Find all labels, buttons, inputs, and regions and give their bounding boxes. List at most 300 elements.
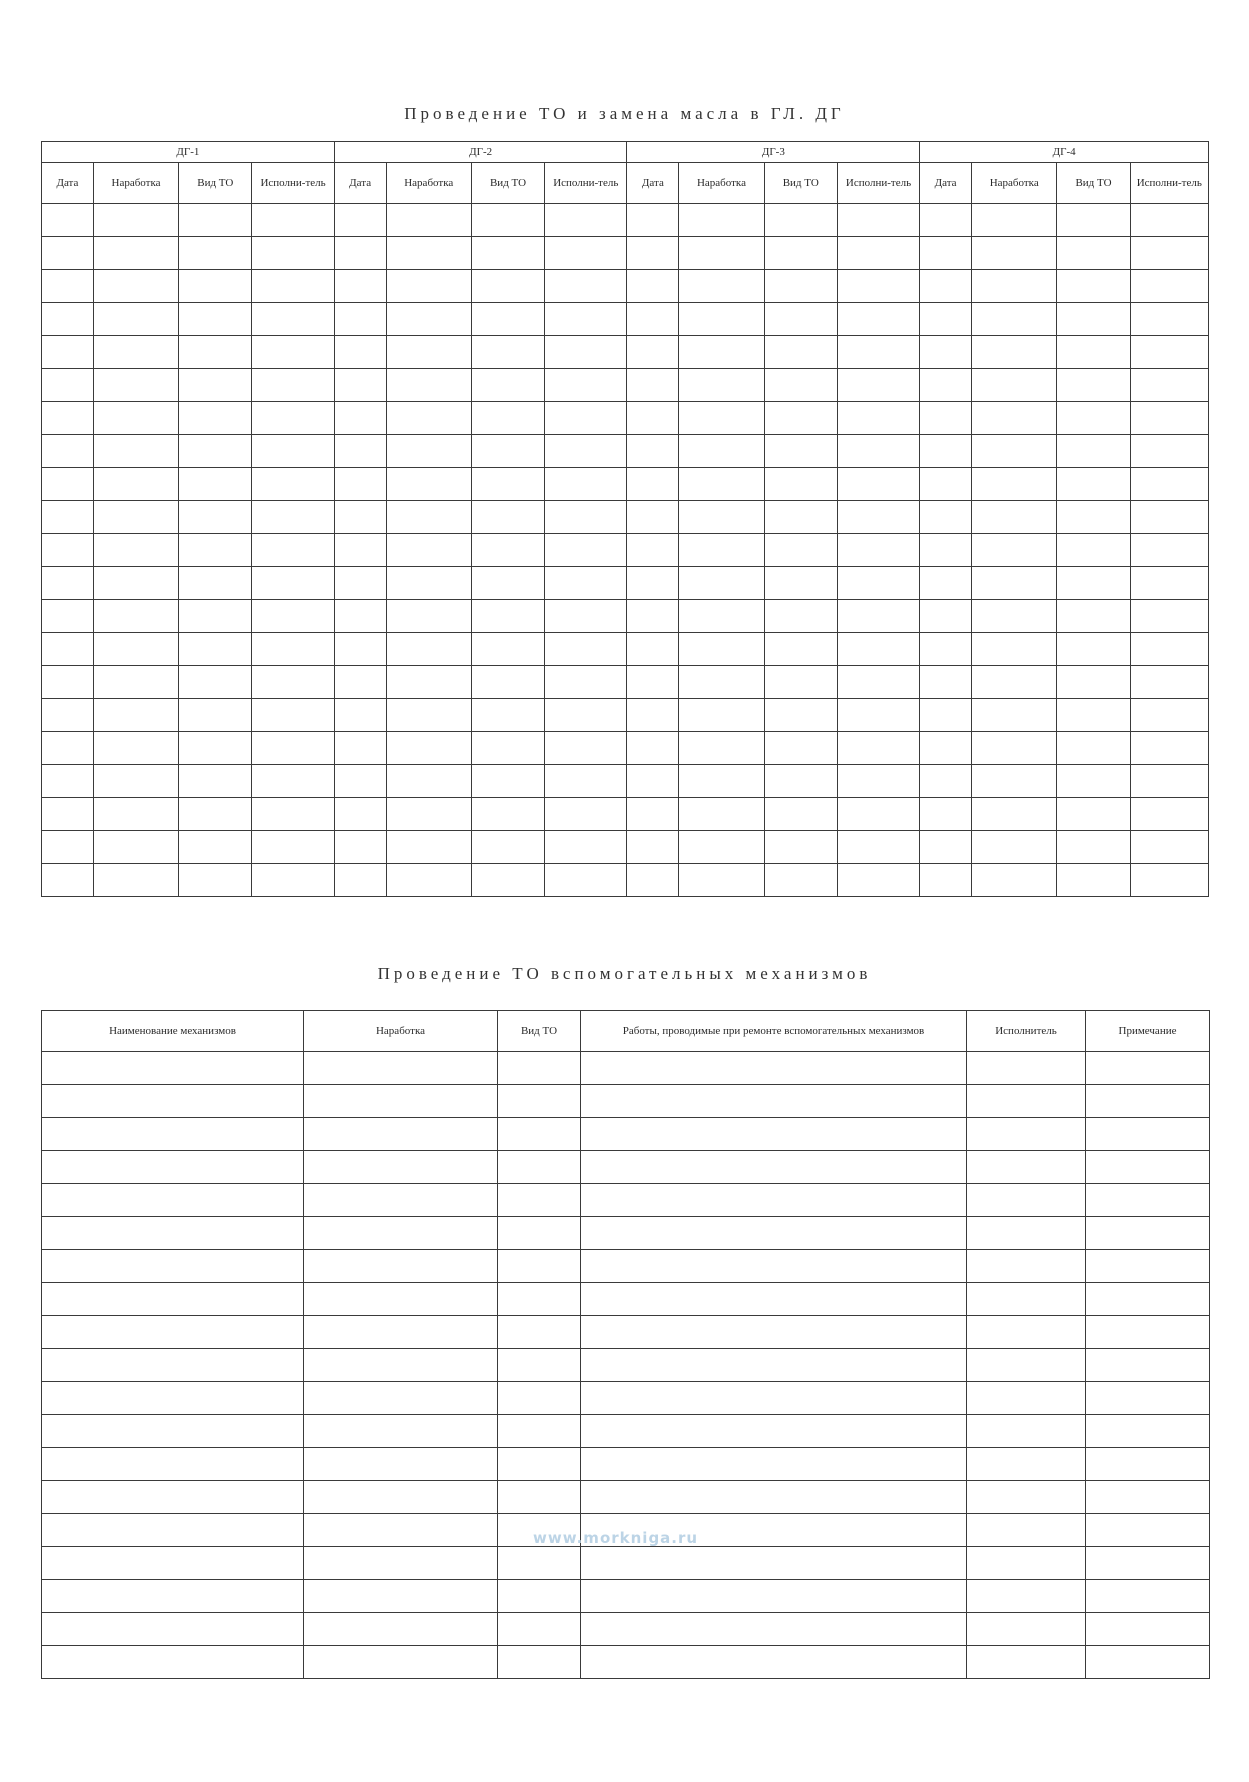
table-cell[interactable]	[252, 336, 334, 369]
table-cell[interactable]	[627, 270, 679, 303]
table-cell[interactable]	[334, 501, 386, 534]
table-cell[interactable]	[42, 798, 94, 831]
table-cell[interactable]	[179, 303, 252, 336]
table-cell[interactable]	[304, 1613, 498, 1646]
table-cell[interactable]	[42, 1052, 304, 1085]
table-cell[interactable]	[920, 369, 972, 402]
table-cell[interactable]	[545, 831, 627, 864]
table-cell[interactable]	[252, 369, 334, 402]
table-cell[interactable]	[581, 1448, 967, 1481]
table-cell[interactable]	[93, 831, 178, 864]
table-cell[interactable]	[386, 204, 471, 237]
table-cell[interactable]	[764, 831, 837, 864]
table-cell[interactable]	[1130, 765, 1208, 798]
table-cell[interactable]	[252, 600, 334, 633]
table-cell[interactable]	[1130, 732, 1208, 765]
table-cell[interactable]	[545, 402, 627, 435]
table-cell[interactable]	[1130, 369, 1208, 402]
table-cell[interactable]	[498, 1316, 581, 1349]
table-cell[interactable]	[972, 567, 1057, 600]
table-cell[interactable]	[179, 501, 252, 534]
table-cell[interactable]	[679, 567, 764, 600]
table-cell[interactable]	[627, 798, 679, 831]
table-cell[interactable]	[179, 204, 252, 237]
table-cell[interactable]	[679, 303, 764, 336]
table-cell[interactable]	[967, 1118, 1086, 1151]
table-cell[interactable]	[581, 1052, 967, 1085]
table-cell[interactable]	[42, 699, 94, 732]
table-cell[interactable]	[764, 567, 837, 600]
table-cell[interactable]	[179, 270, 252, 303]
table-cell[interactable]	[1057, 765, 1130, 798]
table-cell[interactable]	[967, 1349, 1086, 1382]
table-cell[interactable]	[764, 732, 837, 765]
table-cell[interactable]	[386, 237, 471, 270]
table-cell[interactable]	[179, 237, 252, 270]
table-cell[interactable]	[1057, 831, 1130, 864]
table-cell[interactable]	[972, 534, 1057, 567]
table-cell[interactable]	[1130, 402, 1208, 435]
table-cell[interactable]	[1057, 402, 1130, 435]
table-cell[interactable]	[581, 1613, 967, 1646]
table-cell[interactable]	[1057, 369, 1130, 402]
table-cell[interactable]	[972, 765, 1057, 798]
table-cell[interactable]	[972, 831, 1057, 864]
table-cell[interactable]	[179, 369, 252, 402]
table-cell[interactable]	[627, 633, 679, 666]
table-cell[interactable]	[93, 666, 178, 699]
table-cell[interactable]	[498, 1250, 581, 1283]
table-cell[interactable]	[837, 270, 919, 303]
table-cell[interactable]	[334, 534, 386, 567]
table-cell[interactable]	[679, 864, 764, 897]
table-cell[interactable]	[837, 732, 919, 765]
table-cell[interactable]	[1057, 468, 1130, 501]
table-cell[interactable]	[764, 798, 837, 831]
table-cell[interactable]	[471, 402, 544, 435]
table-cell[interactable]	[967, 1613, 1086, 1646]
table-cell[interactable]	[386, 666, 471, 699]
table-cell[interactable]	[627, 501, 679, 534]
table-cell[interactable]	[179, 864, 252, 897]
table-cell[interactable]	[471, 699, 544, 732]
table-cell[interactable]	[42, 864, 94, 897]
table-cell[interactable]	[627, 567, 679, 600]
table-cell[interactable]	[304, 1382, 498, 1415]
table-cell[interactable]	[1130, 303, 1208, 336]
table-cell[interactable]	[304, 1052, 498, 1085]
table-cell[interactable]	[972, 468, 1057, 501]
table-cell[interactable]	[679, 600, 764, 633]
table-cell[interactable]	[42, 435, 94, 468]
table-cell[interactable]	[471, 600, 544, 633]
table-cell[interactable]	[386, 567, 471, 600]
table-cell[interactable]	[972, 402, 1057, 435]
table-cell[interactable]	[920, 534, 972, 567]
table-cell[interactable]	[545, 864, 627, 897]
table-cell[interactable]	[498, 1052, 581, 1085]
table-cell[interactable]	[679, 204, 764, 237]
table-cell[interactable]	[837, 666, 919, 699]
table-cell[interactable]	[304, 1415, 498, 1448]
table-cell[interactable]	[967, 1415, 1086, 1448]
table-cell[interactable]	[334, 864, 386, 897]
table-cell[interactable]	[1130, 336, 1208, 369]
table-cell[interactable]	[764, 501, 837, 534]
table-cell[interactable]	[42, 501, 94, 534]
table-cell[interactable]	[1057, 237, 1130, 270]
table-cell[interactable]	[967, 1283, 1086, 1316]
table-cell[interactable]	[967, 1052, 1086, 1085]
table-cell[interactable]	[93, 402, 178, 435]
table-cell[interactable]	[252, 204, 334, 237]
table-cell[interactable]	[42, 402, 94, 435]
table-cell[interactable]	[627, 237, 679, 270]
table-cell[interactable]	[967, 1250, 1086, 1283]
table-cell[interactable]	[1130, 501, 1208, 534]
table-cell[interactable]	[581, 1646, 967, 1679]
table-cell[interactable]	[679, 402, 764, 435]
table-cell[interactable]	[252, 270, 334, 303]
table-cell[interactable]	[1057, 798, 1130, 831]
table-cell[interactable]	[93, 468, 178, 501]
table-cell[interactable]	[93, 732, 178, 765]
table-cell[interactable]	[764, 534, 837, 567]
table-cell[interactable]	[304, 1448, 498, 1481]
table-cell[interactable]	[1086, 1382, 1210, 1415]
table-cell[interactable]	[679, 633, 764, 666]
table-cell[interactable]	[252, 831, 334, 864]
table-cell[interactable]	[764, 336, 837, 369]
table-cell[interactable]	[334, 666, 386, 699]
table-cell[interactable]	[764, 666, 837, 699]
table-cell[interactable]	[42, 600, 94, 633]
table-cell[interactable]	[498, 1580, 581, 1613]
table-cell[interactable]	[837, 237, 919, 270]
table-cell[interactable]	[498, 1481, 581, 1514]
table-cell[interactable]	[920, 600, 972, 633]
table-cell[interactable]	[920, 798, 972, 831]
table-cell[interactable]	[920, 204, 972, 237]
table-cell[interactable]	[334, 468, 386, 501]
table-cell[interactable]	[967, 1514, 1086, 1547]
table-cell[interactable]	[334, 699, 386, 732]
table-cell[interactable]	[334, 600, 386, 633]
table-cell[interactable]	[1057, 303, 1130, 336]
table-cell[interactable]	[972, 501, 1057, 534]
table-cell[interactable]	[252, 765, 334, 798]
table-cell[interactable]	[1086, 1052, 1210, 1085]
table-cell[interactable]	[627, 732, 679, 765]
table-cell[interactable]	[386, 369, 471, 402]
table-cell[interactable]	[1057, 270, 1130, 303]
table-cell[interactable]	[179, 831, 252, 864]
table-cell[interactable]	[1086, 1580, 1210, 1613]
table-cell[interactable]	[304, 1316, 498, 1349]
table-cell[interactable]	[42, 732, 94, 765]
table-cell[interactable]	[471, 798, 544, 831]
table-cell[interactable]	[304, 1646, 498, 1679]
table-cell[interactable]	[252, 534, 334, 567]
table-cell[interactable]	[972, 666, 1057, 699]
table-cell[interactable]	[42, 1118, 304, 1151]
table-cell[interactable]	[545, 237, 627, 270]
table-cell[interactable]	[252, 435, 334, 468]
table-cell[interactable]	[42, 1547, 304, 1580]
table-cell[interactable]	[1130, 270, 1208, 303]
table-cell[interactable]	[1057, 633, 1130, 666]
table-cell[interactable]	[1086, 1514, 1210, 1547]
table-cell[interactable]	[93, 369, 178, 402]
table-cell[interactable]	[837, 699, 919, 732]
table-cell[interactable]	[252, 732, 334, 765]
table-cell[interactable]	[764, 699, 837, 732]
table-cell[interactable]	[837, 402, 919, 435]
table-cell[interactable]	[179, 600, 252, 633]
table-cell[interactable]	[498, 1151, 581, 1184]
table-cell[interactable]	[498, 1349, 581, 1382]
table-cell[interactable]	[93, 534, 178, 567]
table-cell[interactable]	[498, 1448, 581, 1481]
table-cell[interactable]	[627, 831, 679, 864]
table-cell[interactable]	[972, 369, 1057, 402]
table-cell[interactable]	[679, 435, 764, 468]
table-cell[interactable]	[179, 666, 252, 699]
table-cell[interactable]	[920, 699, 972, 732]
table-cell[interactable]	[920, 765, 972, 798]
table-cell[interactable]	[386, 336, 471, 369]
table-cell[interactable]	[972, 864, 1057, 897]
table-cell[interactable]	[1086, 1646, 1210, 1679]
table-cell[interactable]	[471, 237, 544, 270]
table-cell[interactable]	[179, 732, 252, 765]
table-cell[interactable]	[545, 699, 627, 732]
table-cell[interactable]	[972, 204, 1057, 237]
table-cell[interactable]	[304, 1184, 498, 1217]
table-cell[interactable]	[920, 501, 972, 534]
table-cell[interactable]	[1086, 1184, 1210, 1217]
table-cell[interactable]	[304, 1580, 498, 1613]
table-cell[interactable]	[498, 1118, 581, 1151]
table-cell[interactable]	[93, 204, 178, 237]
table-cell[interactable]	[920, 666, 972, 699]
table-cell[interactable]	[679, 501, 764, 534]
table-cell[interactable]	[972, 699, 1057, 732]
table-cell[interactable]	[837, 831, 919, 864]
table-cell[interactable]	[627, 369, 679, 402]
table-cell[interactable]	[837, 600, 919, 633]
table-cell[interactable]	[837, 864, 919, 897]
table-cell[interactable]	[967, 1217, 1086, 1250]
table-cell[interactable]	[471, 534, 544, 567]
table-cell[interactable]	[386, 798, 471, 831]
table-cell[interactable]	[252, 699, 334, 732]
table-cell[interactable]	[252, 468, 334, 501]
table-cell[interactable]	[42, 1448, 304, 1481]
table-cell[interactable]	[93, 501, 178, 534]
table-cell[interactable]	[42, 1580, 304, 1613]
table-cell[interactable]	[1057, 567, 1130, 600]
table-cell[interactable]	[471, 501, 544, 534]
table-cell[interactable]	[837, 534, 919, 567]
table-cell[interactable]	[304, 1547, 498, 1580]
table-cell[interactable]	[545, 270, 627, 303]
table-cell[interactable]	[972, 600, 1057, 633]
table-cell[interactable]	[1130, 699, 1208, 732]
table-cell[interactable]	[679, 831, 764, 864]
table-cell[interactable]	[764, 633, 837, 666]
table-cell[interactable]	[627, 303, 679, 336]
table-cell[interactable]	[93, 237, 178, 270]
table-cell[interactable]	[1130, 435, 1208, 468]
table-cell[interactable]	[545, 369, 627, 402]
table-cell[interactable]	[679, 798, 764, 831]
table-cell[interactable]	[679, 699, 764, 732]
table-cell[interactable]	[471, 204, 544, 237]
table-cell[interactable]	[920, 435, 972, 468]
table-cell[interactable]	[42, 336, 94, 369]
table-cell[interactable]	[93, 567, 178, 600]
table-cell[interactable]	[920, 303, 972, 336]
table-cell[interactable]	[1086, 1250, 1210, 1283]
table-cell[interactable]	[679, 468, 764, 501]
table-cell[interactable]	[42, 1646, 304, 1679]
table-cell[interactable]	[972, 303, 1057, 336]
table-cell[interactable]	[837, 204, 919, 237]
table-cell[interactable]	[545, 336, 627, 369]
table-cell[interactable]	[304, 1514, 498, 1547]
table-cell[interactable]	[42, 1316, 304, 1349]
table-cell[interactable]	[93, 864, 178, 897]
table-cell[interactable]	[627, 435, 679, 468]
table-cell[interactable]	[1086, 1118, 1210, 1151]
table-cell[interactable]	[581, 1316, 967, 1349]
table-cell[interactable]	[967, 1547, 1086, 1580]
table-cell[interactable]	[42, 633, 94, 666]
table-cell[interactable]	[179, 468, 252, 501]
table-cell[interactable]	[837, 369, 919, 402]
table-cell[interactable]	[1057, 534, 1130, 567]
table-cell[interactable]	[581, 1547, 967, 1580]
table-cell[interactable]	[920, 732, 972, 765]
table-cell[interactable]	[545, 468, 627, 501]
table-cell[interactable]	[1130, 831, 1208, 864]
table-cell[interactable]	[545, 534, 627, 567]
table-cell[interactable]	[837, 435, 919, 468]
table-cell[interactable]	[545, 798, 627, 831]
table-cell[interactable]	[252, 402, 334, 435]
table-cell[interactable]	[972, 336, 1057, 369]
table-cell[interactable]	[498, 1415, 581, 1448]
table-cell[interactable]	[93, 633, 178, 666]
table-cell[interactable]	[471, 336, 544, 369]
table-cell[interactable]	[42, 1184, 304, 1217]
table-cell[interactable]	[334, 270, 386, 303]
table-cell[interactable]	[967, 1382, 1086, 1415]
table-cell[interactable]	[179, 798, 252, 831]
table-cell[interactable]	[627, 600, 679, 633]
table-cell[interactable]	[967, 1646, 1086, 1679]
table-cell[interactable]	[920, 336, 972, 369]
table-cell[interactable]	[179, 765, 252, 798]
table-cell[interactable]	[627, 204, 679, 237]
table-cell[interactable]	[42, 1481, 304, 1514]
table-cell[interactable]	[42, 765, 94, 798]
table-cell[interactable]	[764, 435, 837, 468]
table-cell[interactable]	[179, 699, 252, 732]
table-cell[interactable]	[42, 1514, 304, 1547]
table-cell[interactable]	[581, 1118, 967, 1151]
table-cell[interactable]	[42, 534, 94, 567]
table-cell[interactable]	[334, 237, 386, 270]
table-cell[interactable]	[304, 1283, 498, 1316]
table-cell[interactable]	[679, 765, 764, 798]
table-cell[interactable]	[581, 1085, 967, 1118]
table-cell[interactable]	[179, 336, 252, 369]
table-cell[interactable]	[42, 369, 94, 402]
table-cell[interactable]	[386, 270, 471, 303]
table-cell[interactable]	[304, 1151, 498, 1184]
table-cell[interactable]	[545, 501, 627, 534]
table-cell[interactable]	[93, 435, 178, 468]
table-cell[interactable]	[42, 1415, 304, 1448]
table-cell[interactable]	[581, 1151, 967, 1184]
table-cell[interactable]	[972, 270, 1057, 303]
table-cell[interactable]	[498, 1217, 581, 1250]
table-cell[interactable]	[386, 765, 471, 798]
table-cell[interactable]	[471, 303, 544, 336]
table-cell[interactable]	[1086, 1085, 1210, 1118]
table-cell[interactable]	[545, 435, 627, 468]
table-cell[interactable]	[972, 237, 1057, 270]
table-cell[interactable]	[386, 501, 471, 534]
table-cell[interactable]	[679, 534, 764, 567]
table-cell[interactable]	[1057, 600, 1130, 633]
table-cell[interactable]	[837, 798, 919, 831]
table-cell[interactable]	[679, 666, 764, 699]
table-cell[interactable]	[627, 765, 679, 798]
table-cell[interactable]	[627, 666, 679, 699]
table-cell[interactable]	[386, 699, 471, 732]
table-cell[interactable]	[498, 1547, 581, 1580]
table-cell[interactable]	[1130, 798, 1208, 831]
table-cell[interactable]	[967, 1481, 1086, 1514]
table-cell[interactable]	[764, 369, 837, 402]
table-cell[interactable]	[42, 204, 94, 237]
table-cell[interactable]	[1130, 600, 1208, 633]
table-cell[interactable]	[837, 567, 919, 600]
table-cell[interactable]	[179, 534, 252, 567]
table-cell[interactable]	[179, 435, 252, 468]
table-cell[interactable]	[967, 1580, 1086, 1613]
table-cell[interactable]	[334, 831, 386, 864]
table-cell[interactable]	[471, 270, 544, 303]
table-cell[interactable]	[334, 567, 386, 600]
table-cell[interactable]	[471, 435, 544, 468]
table-cell[interactable]	[179, 633, 252, 666]
table-cell[interactable]	[920, 831, 972, 864]
table-cell[interactable]	[920, 237, 972, 270]
table-cell[interactable]	[304, 1349, 498, 1382]
table-cell[interactable]	[679, 732, 764, 765]
table-cell[interactable]	[498, 1283, 581, 1316]
table-cell[interactable]	[498, 1085, 581, 1118]
table-cell[interactable]	[972, 798, 1057, 831]
table-cell[interactable]	[1057, 699, 1130, 732]
table-cell[interactable]	[967, 1316, 1086, 1349]
table-cell[interactable]	[471, 831, 544, 864]
table-cell[interactable]	[252, 798, 334, 831]
